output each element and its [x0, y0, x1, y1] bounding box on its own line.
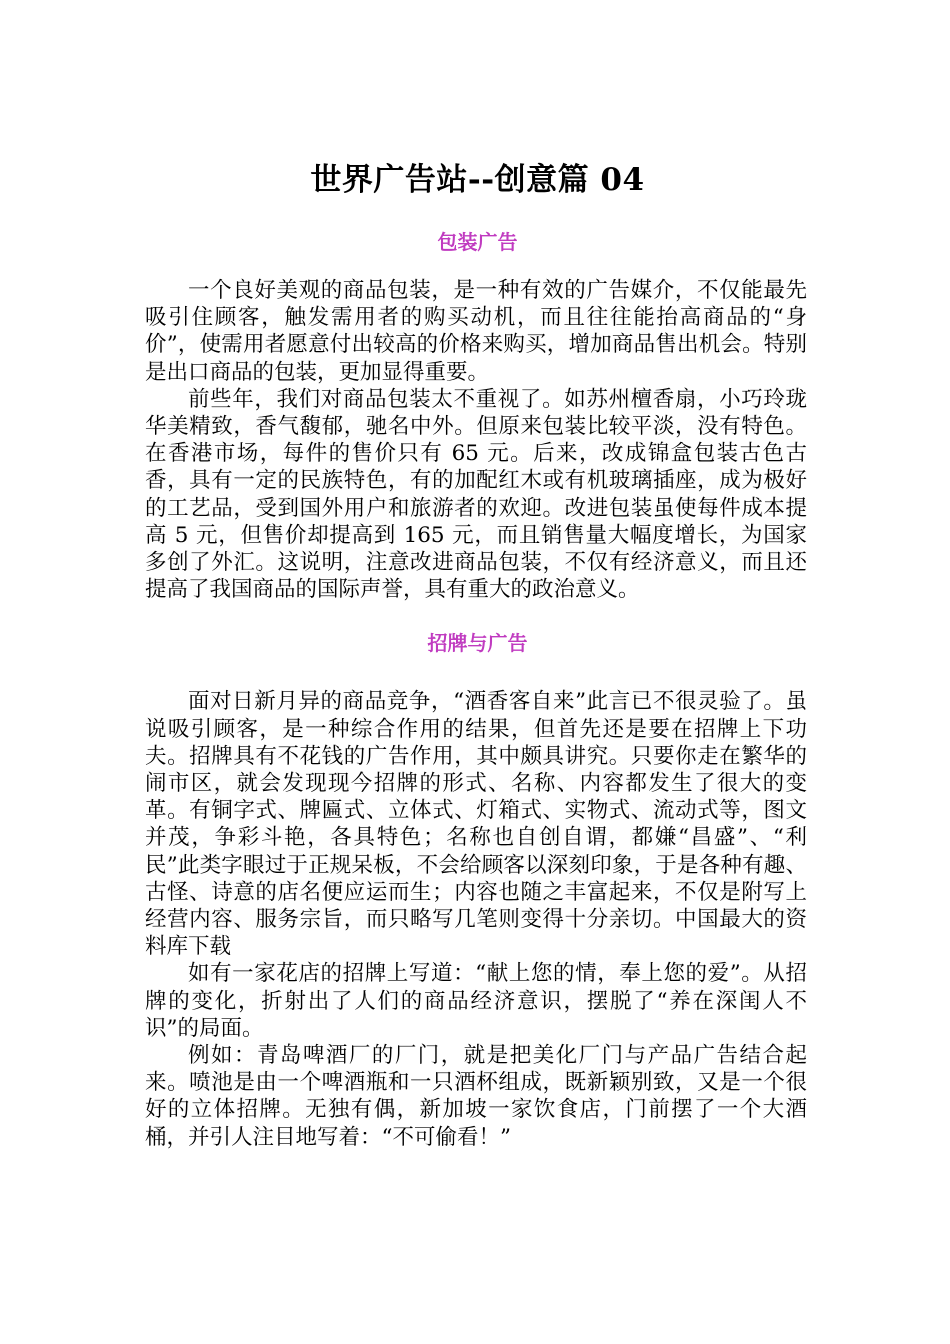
document-title: 世界广告站--创意篇 04: [310, 162, 645, 198]
section-signboard-ads: [145, 628, 810, 1150]
document-page: [145, 150, 810, 1151]
section-packaging-ads: [145, 227, 810, 603]
paragraph: 如有一家花店的招牌上写道：“献上您的情，奉上您的爱”。从招牌的变化，折射出了人们的商品经济意识，摆脱了“养在深闺人不识”的局面。: [145, 961, 807, 1041]
section-heading: 包装广告: [437, 230, 518, 254]
section-heading: 招牌与广告: [427, 631, 528, 656]
paragraph: 例如：青岛啤酒厂的厂门，就是把美化厂门与产品广告结合起来。喷池是由一个啤酒瓶和一只酒杯组成，既新颖别致，又是一个很好的立体招牌。无独有偶，新加坡一家饮食店，门前摆了一个大酒桶，并引人注目地写着：“不可偷看！”: [145, 1043, 807, 1150]
paragraph: 面对日新月异的商品竞争，“酒香客自来”此言已不很灵验了。虽说吸引顾客，是一种综合作用的结果，但首先还是要在招牌上下功夫。招牌具有不花钱的广告作用，其中颇具讲究。只要你走在繁华的闹市区，就会发现现今招牌的形式、名称、内容都发生了很大的变革。有铜字式、牌匾式、立体式、灯箱式、实物式、流动式等，图文并茂，争彩斗艳，各具特色；名称也自创自谓，都嫌“昌盛”、“利民”此类字眼过于正规呆板，不会给顾客以深刻印象，于是各种有趣、古怪、诗意的店名便应运而生；内容也随之丰富起来，不仅是附写上经营内容、服务宗旨，而只略写几笔则变得十分亲切。中国最大的资料库下载: [145, 689, 807, 960]
paragraph: 一个良好美观的商品包装，是一种有效的广告媒介，不仅能最先吸引住顾客，触发需用者的购买动机，而且往往能抬高商品的“身价”，使需用者愿意付出较高的价格来购买，增加商品售出机会。特别是出口商品的包装，更加显得重要。: [145, 278, 807, 385]
paragraph: 前些年，我们对商品包装太不重视了。如苏州檀香扇，小巧玲珑华美精致，香气馥郁，驰名中外。但原来包装比较平淡，没有特色。在香港市场，每件的售价只有 65 元。后来，改成锦盒包装古色古香，具有一定的民族特色，有的加配红木或有机玻璃插座，成为极好的工艺品，受到国外用户和旅游者的欢迎。改进包装虽使每件成本提高 5 元，但售价却提高到 165 元，而且销售量大幅度增长，为国家多创了外汇。这说明，注意改进商品包装，不仅有经济意义，而且还提高了我国商品的国际声誉，具有重大的政治意义。: [145, 386, 807, 603]
